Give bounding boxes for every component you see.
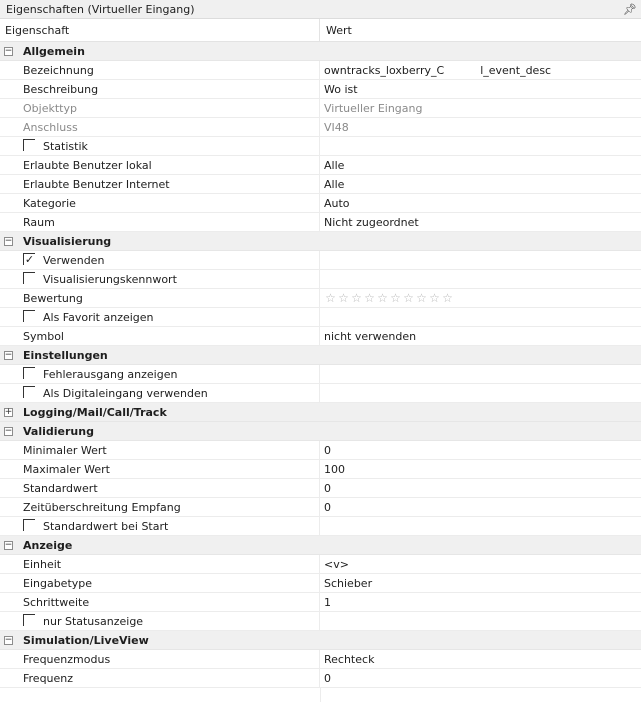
eingabetype-value[interactable]: Schieber xyxy=(324,576,373,590)
kennwort-checkbox[interactable] xyxy=(23,272,35,284)
category-validierung[interactable] xyxy=(0,422,641,441)
property-name: Frequenzmodus xyxy=(0,650,320,668)
property-name: Symbol xyxy=(0,327,320,345)
star-icon[interactable]: ☆ xyxy=(364,291,375,305)
star-icon[interactable]: ☆ xyxy=(403,291,414,305)
property-row-beschreibung[interactable] xyxy=(0,80,641,99)
empty-value xyxy=(320,365,641,383)
category-simulation[interactable] xyxy=(0,631,641,650)
verwenden-checkbox[interactable]: ✓ xyxy=(24,252,35,266)
property-row-digitaleingang[interactable] xyxy=(0,384,641,403)
empty-value xyxy=(320,308,641,326)
star-icon[interactable]: ☆ xyxy=(416,291,427,305)
property-row-visualisierungskennwort[interactable] xyxy=(0,270,641,289)
beschreibung-value[interactable]: Wo ist xyxy=(324,82,358,96)
property-name: Als Digitaleingang verwenden xyxy=(43,386,208,400)
collapse-icon[interactable]: − xyxy=(4,539,13,550)
column-header xyxy=(0,19,641,42)
property-name: Erlaubte Benutzer Internet xyxy=(0,175,320,193)
rating-stars[interactable] xyxy=(320,289,641,307)
property-name: Frequenz xyxy=(0,669,320,687)
collapse-icon[interactable]: − xyxy=(4,235,13,246)
max-value[interactable]: 100 xyxy=(324,462,345,476)
fehlerausgang-checkbox[interactable] xyxy=(23,367,35,379)
property-row-statistik[interactable] xyxy=(0,137,641,156)
digitaleingang-checkbox[interactable] xyxy=(23,386,35,398)
property-row-eingabetype[interactable] xyxy=(0,574,641,593)
category-label: Validierung xyxy=(23,424,94,438)
expand-icon[interactable]: + xyxy=(4,406,13,417)
category-label: Allgemein xyxy=(23,44,85,58)
empty-value xyxy=(320,517,641,535)
frequenz-value[interactable]: 0 xyxy=(324,671,331,685)
property-name: Bezeichnung xyxy=(0,61,320,79)
favorit-checkbox[interactable] xyxy=(23,310,35,322)
property-grid xyxy=(0,42,641,702)
empty-value xyxy=(320,137,641,155)
property-row-objekttyp xyxy=(0,99,641,118)
property-row-raum[interactable] xyxy=(0,213,641,232)
collapse-icon[interactable]: − xyxy=(4,45,13,56)
category-label: Simulation/LiveView xyxy=(23,633,149,647)
property-name: Schrittweite xyxy=(0,593,320,611)
property-row-symbol[interactable] xyxy=(0,327,641,346)
benutzer-internet-value[interactable]: Alle xyxy=(324,177,345,191)
symbol-value[interactable]: nicht verwenden xyxy=(324,329,417,343)
empty-value xyxy=(320,384,641,402)
bezeichnung-value-prefix: owntracks_loxberry_C xyxy=(324,63,445,77)
property-row-min[interactable] xyxy=(0,441,641,460)
panel-titlebar xyxy=(0,0,641,19)
collapse-icon[interactable]: − xyxy=(4,634,13,645)
property-name: Visualisierungskennwort xyxy=(43,272,177,286)
benutzer-lokal-value[interactable]: Alle xyxy=(324,158,345,172)
panel-title: Eigenschaften (Virtueller Eingang) xyxy=(6,2,195,16)
star-icon[interactable]: ☆ xyxy=(377,291,388,305)
star-icon[interactable]: ☆ xyxy=(390,291,401,305)
property-name: Eingabetype xyxy=(0,574,320,592)
property-row-kategorie[interactable] xyxy=(0,194,641,213)
standardwert-start-checkbox[interactable] xyxy=(23,519,35,531)
min-value[interactable]: 0 xyxy=(324,443,331,457)
category-label: Anzeige xyxy=(23,538,73,552)
timeout-value[interactable]: 0 xyxy=(324,500,331,514)
property-name: Beschreibung xyxy=(0,80,320,98)
star-icon[interactable]: ☆ xyxy=(338,291,349,305)
category-visualisierung[interactable] xyxy=(0,232,641,251)
category-label: Einstellungen xyxy=(23,348,108,362)
statusanzeige-checkbox[interactable] xyxy=(23,614,35,626)
property-name: Objekttyp xyxy=(0,99,320,117)
property-row-anschluss xyxy=(0,118,641,137)
property-name: Statistik xyxy=(43,139,88,153)
property-name: Zeitüberschreitung Empfang xyxy=(0,498,320,516)
grid-empty-name-column xyxy=(0,688,321,702)
property-name: Raum xyxy=(0,213,320,231)
property-row-max[interactable] xyxy=(0,460,641,479)
einheit-value[interactable]: <v> xyxy=(324,557,349,571)
property-name: Minimaler Wert xyxy=(0,441,320,459)
empty-value xyxy=(320,251,641,269)
category-logging[interactable] xyxy=(0,403,641,422)
bezeichnung-value[interactable] xyxy=(320,61,641,79)
property-row-statusanzeige[interactable] xyxy=(0,612,641,631)
category-label: Visualisierung xyxy=(23,234,112,248)
collapse-icon[interactable]: − xyxy=(4,349,13,360)
star-icon[interactable]: ☆ xyxy=(325,291,336,305)
property-row-benutzer-lokal[interactable] xyxy=(0,156,641,175)
empty-value xyxy=(320,612,641,630)
star-icon[interactable]: ☆ xyxy=(429,291,440,305)
property-row-fehlerausgang[interactable] xyxy=(0,365,641,384)
pin-icon[interactable]: 📌︎ xyxy=(623,2,637,16)
property-name: Einheit xyxy=(0,555,320,573)
property-row-verwenden[interactable] xyxy=(0,251,641,270)
property-row-einheit[interactable] xyxy=(0,555,641,574)
property-row-schrittweite[interactable] xyxy=(0,593,641,612)
schrittweite-value[interactable]: 1 xyxy=(324,595,331,609)
property-name: nur Statusanzeige xyxy=(43,614,144,628)
statistik-checkbox[interactable] xyxy=(23,139,35,151)
category-einstellungen[interactable] xyxy=(0,346,641,365)
property-name: Erlaubte Benutzer lokal xyxy=(0,156,320,174)
frequenzmodus-value[interactable]: Rechteck xyxy=(324,652,375,666)
property-row-standardwert-start[interactable] xyxy=(0,517,641,536)
raum-value[interactable]: Nicht zugeordnet xyxy=(324,215,419,229)
grid-empty-area xyxy=(0,688,641,702)
kategorie-value[interactable]: Auto xyxy=(324,196,350,210)
property-row-favorit[interactable] xyxy=(0,308,641,327)
property-name: Als Favorit anzeigen xyxy=(43,310,154,324)
empty-value xyxy=(320,270,641,288)
collapse-icon[interactable]: − xyxy=(4,425,13,436)
star-icon[interactable]: ☆ xyxy=(351,291,362,305)
property-row-bezeichnung[interactable] xyxy=(0,61,641,80)
objekttyp-value: Virtueller Eingang xyxy=(324,101,423,115)
column-header-property[interactable]: Eigenschaft xyxy=(0,19,320,41)
property-name: Verwenden xyxy=(43,253,105,267)
category-anzeige[interactable] xyxy=(0,536,641,555)
property-row-timeout[interactable] xyxy=(0,498,641,517)
property-name: Anschluss xyxy=(0,118,320,136)
bezeichnung-value-suffix: l_event_desc xyxy=(480,63,552,77)
property-row-benutzer-internet[interactable] xyxy=(0,175,641,194)
property-name: Fehlerausgang anzeigen xyxy=(43,367,178,381)
property-row-frequenz[interactable] xyxy=(0,669,641,688)
redacted-area xyxy=(446,63,478,77)
property-row-standardwert[interactable] xyxy=(0,479,641,498)
category-label: Logging/Mail/Call/Track xyxy=(23,405,167,419)
property-row-frequenzmodus[interactable] xyxy=(0,650,641,669)
category-allgemein[interactable] xyxy=(0,42,641,61)
property-row-bewertung[interactable] xyxy=(0,289,641,308)
standardwert-value[interactable]: 0 xyxy=(324,481,331,495)
anschluss-value: VI48 xyxy=(324,120,349,134)
property-name: Kategorie xyxy=(0,194,320,212)
property-name: Bewertung xyxy=(0,289,320,307)
column-header-value[interactable]: Wert xyxy=(326,23,352,37)
property-name: Standardwert bei Start xyxy=(43,519,169,533)
property-name: Standardwert xyxy=(0,479,320,497)
star-icon[interactable]: ☆ xyxy=(442,291,453,305)
property-name: Maximaler Wert xyxy=(0,460,320,478)
